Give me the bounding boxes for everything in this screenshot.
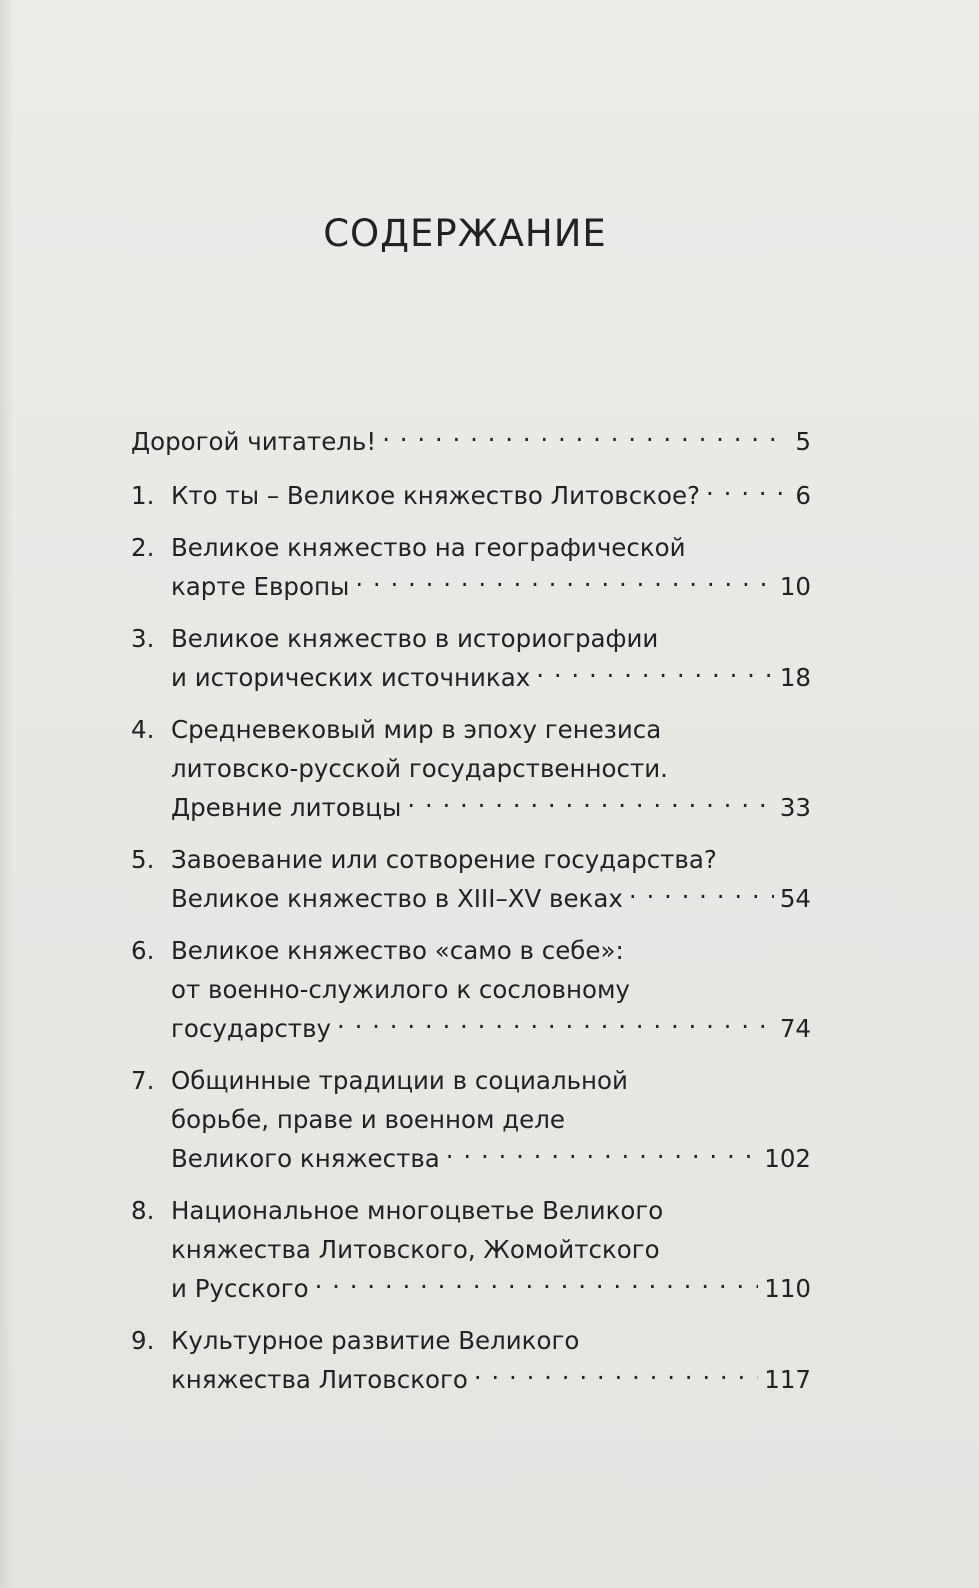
toc-entry-number: 6. — [131, 936, 155, 965]
toc-entry-number: 9. — [131, 1326, 155, 1355]
toc-entry-title-last-line: Великое княжество в XIII–XV веках — [171, 884, 623, 913]
toc-entry-title-line: Великое княжество «само в себе»: — [171, 936, 624, 965]
toc-entry-number: 7. — [131, 1066, 155, 1095]
toc-entry-title-line: литовско-русской государственности. — [171, 754, 668, 783]
toc-entry-title-last-line: и исторических источниках — [171, 663, 531, 692]
dot-leader — [337, 1013, 774, 1038]
toc-entry-number: 2. — [131, 533, 155, 562]
toc-entry[interactable] — [131, 840, 811, 918]
toc-entry-title-last-line: государству — [171, 1014, 332, 1043]
toc-page-number: 6 — [795, 481, 811, 510]
toc-entry-title-line: Средневековый мир в эпоху генезиса — [171, 715, 662, 744]
dot-leader — [407, 792, 774, 817]
dot-leader — [355, 571, 773, 596]
toc-entry-title-line: Общинные традиции в социальной — [171, 1066, 628, 1095]
toc-page-number: 54 — [779, 884, 811, 913]
toc-entry-title-last-line: карте Европы — [171, 572, 350, 601]
toc-page-number: 74 — [779, 1014, 811, 1043]
toc-entry-number: 8. — [131, 1196, 155, 1225]
toc-page-number: 110 — [764, 1274, 811, 1303]
toc-entry-title-line: Завоевание или сотворение государства? — [171, 845, 717, 874]
toc-entry[interactable] — [131, 931, 811, 1048]
toc-page-number: 10 — [779, 572, 811, 601]
toc-entry-title-last-line: и Русского — [171, 1274, 309, 1303]
toc-page-number: 33 — [779, 793, 811, 822]
dot-leader — [706, 480, 789, 505]
table-of-contents — [131, 422, 811, 1399]
toc-entry-title-last-line: Дорогой читатель! — [131, 427, 377, 456]
dot-leader — [446, 1143, 758, 1168]
toc-entry-title-last-line: Кто ты – Великое княжество Литовское? — [171, 481, 701, 510]
toc-page-number: 18 — [779, 663, 811, 692]
toc-entry-title-line: Великое княжество на географической — [171, 533, 686, 562]
toc-entry[interactable] — [131, 476, 811, 515]
toc-page-number: 117 — [764, 1365, 811, 1394]
dot-leader — [629, 883, 774, 908]
toc-entry-title-line: Культурное развитие Великого — [171, 1326, 580, 1355]
toc-entry[interactable] — [131, 1191, 811, 1308]
toc-entry-number: 4. — [131, 715, 155, 744]
page-title: СОДЕРЖАНИЕ — [323, 212, 607, 255]
dot-leader — [382, 426, 789, 451]
toc-page-number: 5 — [795, 427, 811, 456]
toc-entry-title-line: борьбе, праве и военном деле — [171, 1105, 565, 1134]
toc-entry-title-last-line: Великого княжества — [171, 1144, 440, 1173]
toc-entry-number: 5. — [131, 845, 155, 874]
toc-page-number: 102 — [764, 1144, 811, 1173]
toc-entry-title-line: от военно-служилого к сословному — [171, 975, 630, 1004]
toc-entry[interactable] — [131, 619, 811, 697]
toc-entry-title-last-line: княжества Литовского — [171, 1365, 468, 1394]
toc-entry[interactable] — [131, 1061, 811, 1178]
dot-leader — [315, 1273, 759, 1298]
toc-entry-title-line: Национальное многоцветье Великого — [171, 1196, 664, 1225]
toc-entry[interactable] — [131, 528, 811, 606]
toc-entry-title-line: Великое княжество в историографии — [171, 624, 659, 653]
toc-entry-title-last-line: Древние литовцы — [171, 793, 402, 822]
toc-entry[interactable] — [131, 710, 811, 827]
toc-entry[interactable] — [131, 422, 811, 461]
toc-entry-title-line: княжества Литовского, Жомойтского — [171, 1235, 660, 1264]
toc-entry[interactable] — [131, 1321, 811, 1399]
dot-leader — [536, 662, 774, 687]
dot-leader — [474, 1364, 758, 1389]
toc-entry-number: 1. — [131, 481, 155, 510]
toc-entry-number: 3. — [131, 624, 155, 653]
